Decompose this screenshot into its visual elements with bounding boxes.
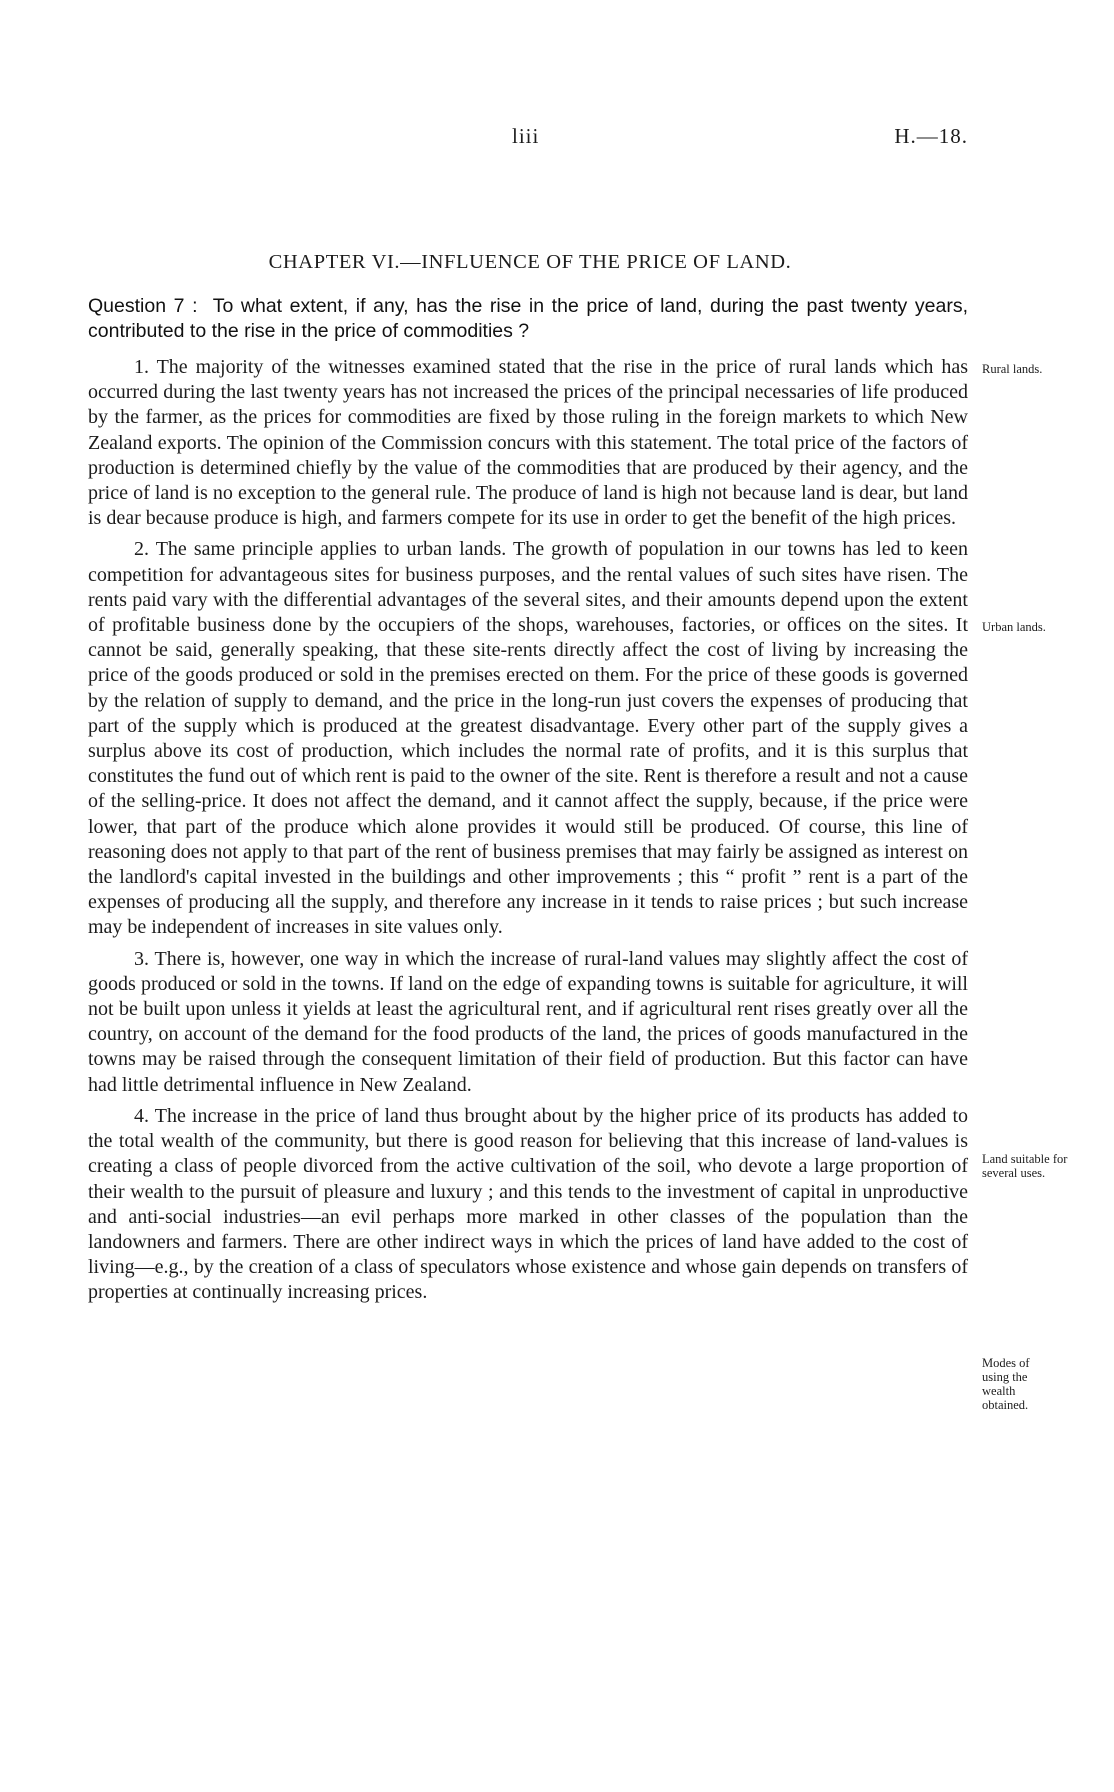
body-text (88, 355, 968, 1312)
sidenote-modes-of-using: Modes of using the wealth obtained. (982, 1356, 1030, 1412)
sidenote-land-suitable: Land suitable for several uses. (982, 1152, 1068, 1180)
paragraph-3: 3. There is, however, one way in which the increase of rural-land values may slightly affect the cost of goods produced or sold in the towns. If land on the edge of expanding towns is suitable for agriculture, it will not be built upon unless it yields at least the agricultural rent, and if agricultural rent rises greatly over all the country, on account of the demand for the food products of the land, the prices of goods manufactured in the towns may be raised through the consequent limitation of their field of production. But this factor can have had little detrimental influence in New Zealand. (88, 947, 968, 1096)
paragraph-4: 4. The increase in the price of land thus brought about by the higher price of its products has added to the total wealth of the community, but there is good reason for believing that this increase of land-values is creating a class of people divorced from the active cultivation of the soil, who devote a large proportion of their wealth to the pursuit of pleasure and luxury ; and this tends to the investment of capital in unproductive and anti-social industries—an evil perhaps more marked in other classes of the population than the landowners and farmers. There are other indirect ways in which the prices of land have added to the cost of living—e.g., by the creation of a class of speculators whose existence and whose gain depends on transfers of properties at continually increasing prices. (88, 1104, 968, 1304)
paragraph-1: 1. The majority of the witnesses examined stated that the rise in the price of rural lands which has occurred during the last twenty years has not increased the prices of the principal necessaries of life produced by the farmer, as the prices for commodities are fixed by those ruling in the foreign markets to which New Zealand exports. The opinion of the Commission concurs with this statement. The total price of the factors of production is determined chiefly by the value of the commodities that are produced by their agency, and the price of land is no exception to the general rule. The produce of land is high not because land is dear, but land is dear because produce is high, and farmers compete for its use in order to get the benefit of the high prices. (88, 356, 968, 530)
paragraph-2: 2. The same principle applies to urban lands. The growth of population in our towns has led to keen competition for advantageous sites for business purposes, and the rental values of such sites have risen. The rents paid vary with the differential advantages of the several sites, and their amounts depend upon the extent of profitable business done by the occupiers of the shops, warehouses, factories, or offices on the sites. It cannot be said, generally speaking, that these site-rents directly affect the cost of living by increasing the price of the goods produced or sold in the premises erected on them. For the price of these goods is governed by the relation of supply to demand, and the price in the long-run just covers the expenses of producing that part of the supply which is produced at the greatest disadvantage. Every other part of the supply gives a surplus above its cost of production, which includes the normal rate of profits, and it is this surplus that constitutes the fund out of which rent is paid to the owner of the site. Rent is therefore a result and not a cause of the selling-price. It does not affect the demand, and it cannot affect the supply, because, if the price were lower, that part of the produce which alone provides it would still be produced. Of course, this line of reasoning does not apply to that part of the rent of business premises that may fairly be assigned as interest on the landlord's capital invested in the buildings and other improvements ; this “ profit ” rent is a part of the expenses of producing all the supply, and therefore any increase in it tends to raise prices ; but such increase may be independent of increases in site values only. (88, 538, 968, 939)
page-number: liii (512, 124, 540, 148)
question-label: Question 7 : (88, 295, 198, 317)
document-reference: H.—18. (894, 124, 968, 148)
question-block (88, 294, 968, 344)
question-text: To what extent, if any, has the rise in the price of land, during the past twenty years, contributed to the rise in the price of commodities ? (88, 295, 968, 342)
sidenote-rural-lands: Rural lands. (982, 362, 1043, 376)
chapter-title: CHAPTER VI.—INFLUENCE OF THE PRICE OF LAND. (268, 251, 792, 273)
question-line (88, 294, 968, 344)
sidenote-urban-lands: Urban lands. (982, 620, 1046, 634)
